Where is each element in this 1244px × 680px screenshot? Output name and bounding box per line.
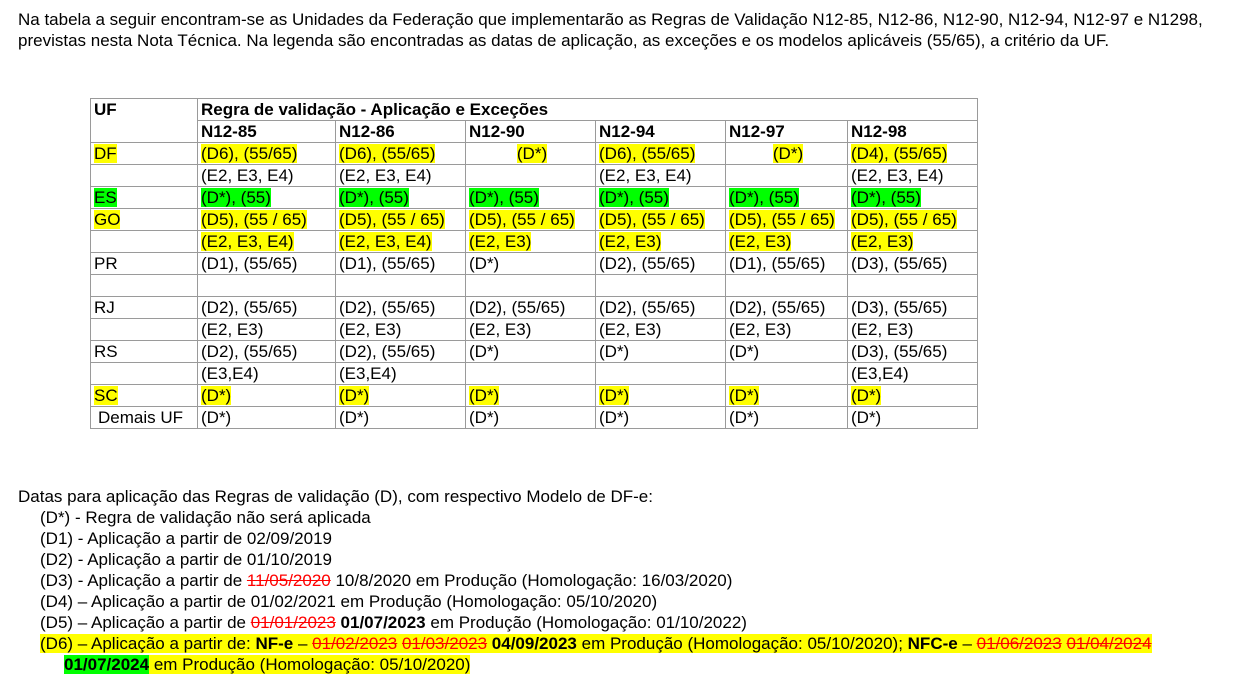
table-cell: (D*), (55) [336,187,466,209]
table-cell: (D5), (55 / 65) [198,209,336,231]
table-cell: (D*) [848,385,978,407]
table-cell [336,275,466,297]
column-header: N12-86 [336,121,466,143]
table-cell: (D3), (55/65) [848,253,978,275]
table-cell: (D*) [466,385,596,407]
table-cell: (D*) [848,407,978,429]
column-header: N12-97 [726,121,848,143]
rule-columns-row [91,121,978,143]
legend-item-d4: (D4) – Aplicação a partir de 01/02/2021 em Produção (Homologação: 05/10/2020) [40,592,658,611]
table-cell [466,165,596,187]
table-cell: (E2, E3) [726,319,848,341]
table-cell: (D5), (55 / 65) [726,209,848,231]
table-cell: (D1), (55/65) [336,253,466,275]
table-cell: (D*), (55) [466,187,596,209]
column-header: N12-85 [198,121,336,143]
column-header: N12-98 [848,121,978,143]
table-cell: (E2, E3) [596,231,726,253]
table-cell: (E2, E3, E4) [336,231,466,253]
legend-item-d6: (D6) – Aplicação a partir de: NF-e – 01/02/2023 01/03/2023 04/09/2023 em Produção (Homologação: 05/10/2020); NFC-e – 01/06/2023 01/04/2024 [40,634,1152,653]
table-cell: (E2, E3, E4) [596,165,726,187]
table-cell: (E3,E4) [848,363,978,385]
table-cell: (D*), (55) [848,187,978,209]
table-cell: (D*), (55) [198,187,336,209]
table-cell: (E2, E3) [726,231,848,253]
table-cell: (D*) [596,407,726,429]
table-row-demais-uf [91,407,978,429]
table-cell: (D*) [466,407,596,429]
table-cell: (E3,E4) [336,363,466,385]
table-cell: (D2), (55/65) [336,341,466,363]
table-cell: (D5), (55 / 65) [596,209,726,231]
table-cell: (D5), (55 / 65) [336,209,466,231]
table-cell [726,275,848,297]
table-row-pr [91,253,978,275]
table-cell: (E2, E3) [466,231,596,253]
table-cell: (E2, E3) [336,319,466,341]
uf-rules-table [90,98,978,429]
table-cell [596,275,726,297]
table-cell: (D2), (55/65) [336,297,466,319]
table-cell: (D2), (55/65) [466,297,596,319]
table-cell: (D*) [596,341,726,363]
table-cell [848,275,978,297]
table-cell: (D*), (55) [726,187,848,209]
table-cell: (E2, E3) [198,319,336,341]
table-cell: (D*) [466,253,596,275]
table-cell [466,363,596,385]
table-cell: (E2, E3) [848,319,978,341]
table-cell: (D*) [726,341,848,363]
table-cell: (D*) [336,385,466,407]
table-cell: (D3), (55/65) [848,297,978,319]
table-cell [726,165,848,187]
uf-cell [91,363,198,385]
legend-item-d1: (D1) - Aplicação a partir de 02/09/2019 [40,529,333,548]
table-row-rs-exceptions [91,363,978,385]
table-cell: (D6), (55/65) [596,143,726,165]
table-row-pr-empty [91,275,978,297]
table-row-sc [91,385,978,407]
table-cell: (E2, E3) [848,231,978,253]
uf-cell: Demais UF [91,407,198,429]
table-cell: (D4), (55/65) [848,143,978,165]
table-cell [596,363,726,385]
table-cell: (D*) [726,407,848,429]
uf-cell [91,231,198,253]
legend-title: Datas para aplicação das Regras de validação (D), com respectivo Modelo de DF-e: [18,487,653,506]
uf-cell: ES [91,187,198,209]
table-cell: (E2, E3, E4) [198,231,336,253]
table-cell: (D6), (55/65) [336,143,466,165]
table-cell: (D1), (55/65) [726,253,848,275]
legend-item-d2: (D2) - Aplicação a partir de 01/10/2019 [40,550,333,569]
column-header: N12-90 [466,121,596,143]
table-cell: (E3,E4) [198,363,336,385]
table-cell: (D3), (55/65) [848,341,978,363]
table-row-go [91,209,978,231]
table-cell: (D*), (55) [596,187,726,209]
uf-cell: GO [91,209,198,231]
column-header: N12-94 [596,121,726,143]
uf-cell [91,165,198,187]
table-header-row [91,99,978,121]
table-row-df [91,143,978,165]
rule-group-header: Regra de validação - Aplicação e Exceções [198,99,978,121]
table-cell: (D2), (55/65) [726,297,848,319]
table-cell: (D*) [466,143,596,165]
uf-cell: PR [91,253,198,275]
intro-paragraph: Na tabela a seguir encontram-se as Unidades da Federação que implementarão as Regras de Validação N12-85, N12-86, N12-90, N12-94, N12-97 e N1298, previstas nesta Nota Técnica. Na legenda são encontradas as datas de aplicação, as exceções e os modelos aplicáveis (55/65), a critério da UF. [18,10,1203,50]
table-cell: (D2), (55/65) [198,297,336,319]
table-row-go-exceptions [91,231,978,253]
table-row-es [91,187,978,209]
legend [18,486,1238,675]
table-cell: (E2, E3) [596,319,726,341]
table-cell: (D*) [596,385,726,407]
table-cell: (D2), (55/65) [596,297,726,319]
legend-item-d3: (D3) - Aplicação a partir de 11/05/2020 10/8/2020 em Produção (Homologação: 16/03/2020) [40,571,733,590]
table-cell: (D*) [726,385,848,407]
table-cell: (D*) [726,143,848,165]
table-cell: (E2, E3, E4) [336,165,466,187]
table-row-rj [91,297,978,319]
table-cell: (D5), (55 / 65) [466,209,596,231]
uf-cell [91,319,198,341]
table-cell [466,275,596,297]
table-cell: (D*) [198,407,336,429]
legend-item-d5: (D5) – Aplicação a partir de 01/01/2023 01/07/2023 em Produção (Homologação: 01/10/2022) [40,613,747,632]
table-cell: (D1), (55/65) [198,253,336,275]
table-cell: (D2), (55/65) [198,341,336,363]
table-cell [198,275,336,297]
uf-cell: RS [91,341,198,363]
uf-cell: RJ [91,297,198,319]
uf-cell: DF [91,143,198,165]
table-cell: (D*) [466,341,596,363]
legend-item-dstar: (D*) - Regra de validação não será aplicada [40,508,371,527]
uf-cell: SC [91,385,198,407]
table-cell: (D*) [198,385,336,407]
uf-column-header: UF [91,99,198,143]
table-cell: (E2, E3, E4) [848,165,978,187]
table-row-rj-exceptions [91,319,978,341]
legend-item-d6-continuation: 01/07/2024 em Produção (Homologação: 05/10/2020) [64,655,471,674]
table-row-rs [91,341,978,363]
table-cell: (E2, E3) [466,319,596,341]
table-cell: (D5), (55 / 65) [848,209,978,231]
table-cell: (E2, E3, E4) [198,165,336,187]
table-cell [726,363,848,385]
table-cell: (D6), (55/65) [198,143,336,165]
table-cell: (D*) [336,407,466,429]
uf-cell [91,275,198,297]
table-row-df-exceptions [91,165,978,187]
table-cell: (D2), (55/65) [596,253,726,275]
